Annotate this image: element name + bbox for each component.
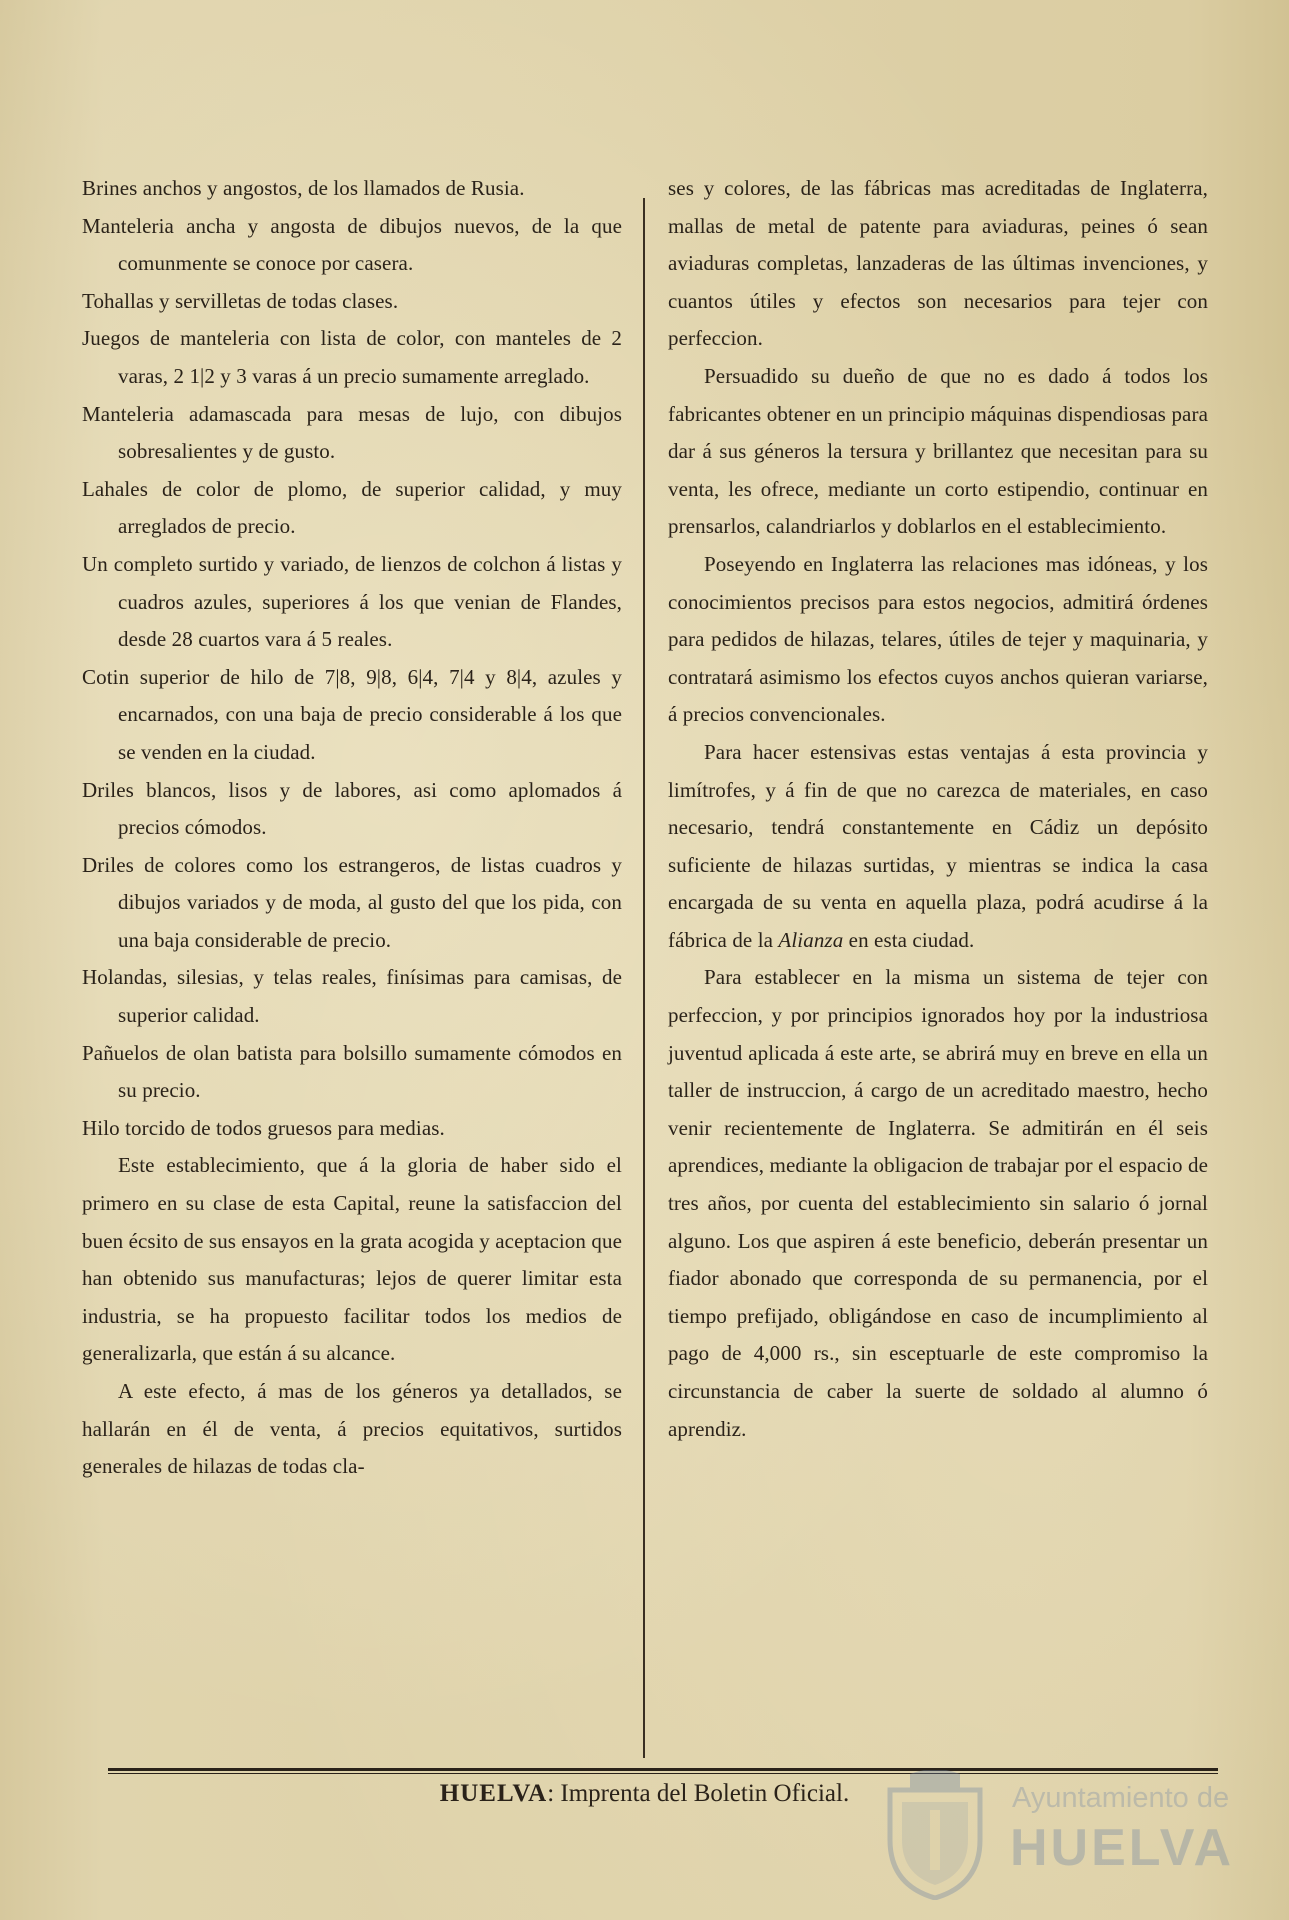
list-item: Driles de colores como los estrangeros, de listas cuadros y dibujos variados y de moda, al gusto del que los pida, con una baja considerable de precio. xyxy=(82,852,622,952)
list-item: Hilo torcido de todos gruesos para medias. xyxy=(82,1115,445,1140)
list-item: Juegos de manteleria con lista de color, con manteles de 2 varas, 2 1|2 y 3 varas á un precio sumamente arreglado. xyxy=(82,326,622,388)
list-item: Lahales de color de plomo, de superior calidad, y muy arreglados de precio. xyxy=(82,476,622,539)
paragraph-text-end: en esta ciudad. xyxy=(843,927,975,952)
list-item: Holandas, silesias, y telas reales, finísimas para camisas, de superior calidad. xyxy=(82,965,622,1028)
list-item: Manteleria ancha y angosta de dibujos nuevos, de la que comunmente se conoce por casera. xyxy=(82,213,622,276)
list-item: Cotin superior de hilo de 7|8, 9|8, 6|4, 7|4 y 8|4, azules y encarnados, con una baja de precio considerable á los que se venden en la ciudad. xyxy=(82,664,622,764)
body-paragraph: Persuadido su dueño de que no es dado á todos los fabricantes obtener en un principio máquinas dispendiosas para dar á sus géneros la tersura y brillantez que necesitan para su venta, les ofrece, mediante un corto estipendio, continuar en prensarlos, calandriarlos y doblarlos en el establecimiento. xyxy=(668,363,1208,539)
list-item: Pañuelos de olan batista para bolsillo sumamente cómodos en su precio. xyxy=(82,1040,622,1103)
archive-watermark xyxy=(880,1760,1240,1900)
left-column xyxy=(82,170,622,1486)
list-item: Manteleria adamascada para mesas de lujo, con dibujos sobresalientes y de gusto. xyxy=(82,401,622,464)
list-item: Tohallas y servilletas de todas clases. xyxy=(82,288,399,313)
watermark-line-1: Ayuntamiento de xyxy=(1012,1782,1230,1814)
imprint-text: : Imprenta del Boletin Oficial. xyxy=(547,1780,850,1807)
italic-name: Alianza xyxy=(778,927,844,952)
body-paragraph: Este establecimiento, que á la gloria de haber sido el primero en su clase de esta Capital, reune la satisfaccion del buen écsito de sus ensayos en la grata acogida y aceptacion que han obtenido sus manufacturas; lejos de querer limitar esta industria, se ha propuesto facilitar todos los medios de generalizarla, que están á su alcance. xyxy=(82,1153,622,1366)
body-paragraph: Poseyendo en Inglaterra las relaciones mas idóneas, y los conocimientos precisos para estos negocios, admitirá órdenes para pedidos de hilazas, telares, útiles de tejer y maquinaria, y contratará asimismo los efectos cuyos anchos quieran variarse, á precios convencionales. xyxy=(668,551,1208,727)
list-item: Brines anchos y angostos, de los llamados de Rusia. xyxy=(82,176,525,200)
paragraph-text: Para hacer estensivas estas ventajas á esta provincia y limítrofes, y á fin de que no carezca de materiales, en caso necesario, tendrá constantemente en Cádiz un depósito suficiente de hilazas surtidas, y mientras se indica la casa encargada de su venta en aquella plaza, podrá acudirse á la fábrica de la xyxy=(668,739,1208,952)
list-item: Un completo surtido y variado, de lienzos de colchon á listas y cuadros azules, superiores á los que venian de Flandes, desde 28 cuartos vara á 5 reales. xyxy=(82,551,622,652)
body-paragraph: Para establecer en la misma un sistema de tejer con perfeccion, y por principios ignorados hoy por la industriosa juventud aplicada á este arte, se abrirá muy en breve en ella un taller de instruccion, á cargo de un acreditado maestro, hecho venir recientemente de Inglaterra. Se admitirán en él seis aprendices, mediante la obligacion de trabajar por el espacio de tres años, por cuenta del establecimiento sin salario ó jornal alguno. Los que aspiren á este beneficio, deberán presentar un fiador abonado que corresponda de su permanencia, por el tiempo prefijado, obligándose en caso de incumplimiento al pago de 4,000 rs., sin esceptuarle de este compromiso la circunstancia de caber la suerte de soldado al alumno ó aprendiz. xyxy=(668,965,1208,1441)
coat-of-arms-icon xyxy=(880,1770,990,1900)
right-column xyxy=(668,170,1208,1448)
body-paragraph xyxy=(668,734,1208,960)
body-paragraph: A este efecto, á mas de los géneros ya detallados, se hallarán en él de venta, á precios equitativos, surtidos generales de hilazas de todas cla- xyxy=(82,1379,622,1479)
imprint-city: HUELVA xyxy=(439,1780,548,1807)
column-divider xyxy=(643,198,645,1758)
list-item: Driles blancos, lisos y de labores, asi como aplomados á precios cómodos. xyxy=(82,777,622,840)
watermark-line-2: HUELVA xyxy=(1010,1819,1235,1877)
body-paragraph: ses y colores, de las fábricas mas acreditadas de Inglaterra, mallas de metal de patente para aviaduras, peines ó sean aviaduras completas, lanzaderas de las últimas invenciones, y cuantos útiles y efectos son necesarios para tejer con perfeccion. xyxy=(668,176,1208,351)
